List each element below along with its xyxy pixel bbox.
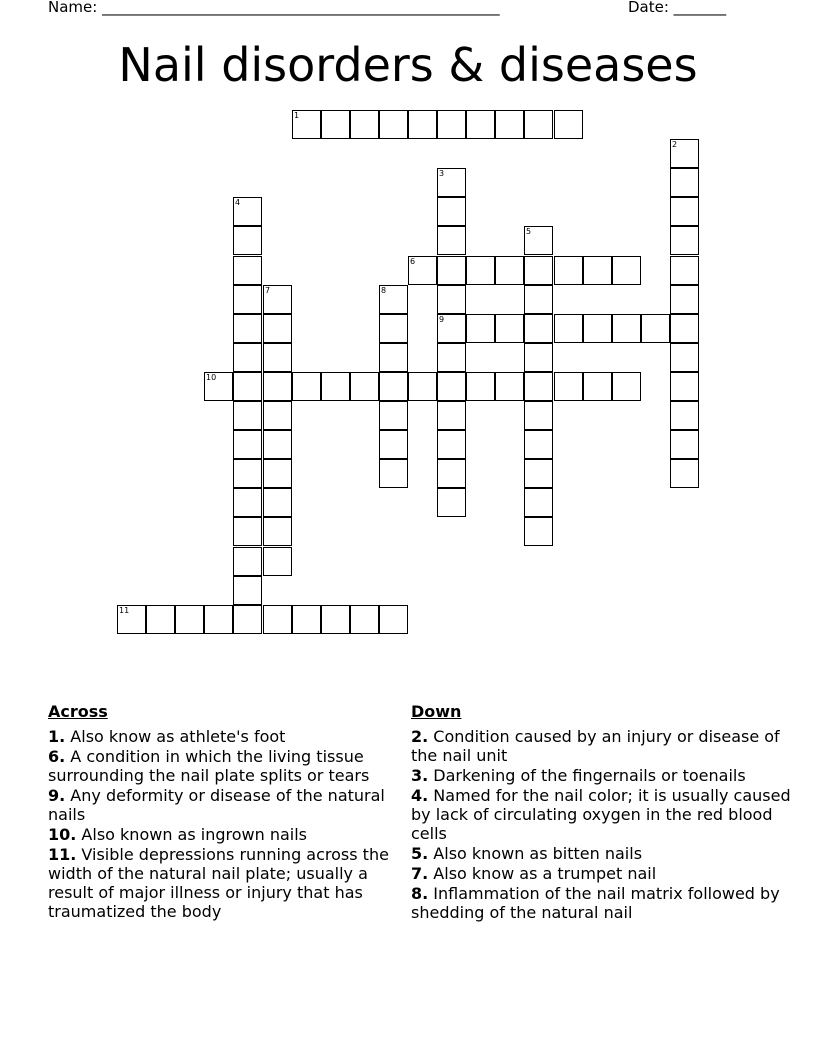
clue-text: Also know as a trumpet nail [428,864,657,883]
grid-cell[interactable] [670,430,699,459]
grid-cell[interactable] [437,168,466,197]
down-clue [411,864,791,883]
clue-number: 3. [411,766,429,785]
grid-cell[interactable] [524,517,553,546]
grid-cell[interactable] [263,401,292,430]
grid-cell[interactable] [292,110,321,139]
grid-cell[interactable] [175,605,204,634]
grid-cell[interactable] [263,605,292,634]
down-clue [411,727,791,765]
grid-cell[interactable] [321,605,350,634]
clue-number: 9 [439,315,445,324]
grid-cell[interactable] [408,256,437,285]
grid-cell[interactable] [437,430,466,459]
grid-cell[interactable] [379,430,408,459]
grid-cell[interactable] [204,372,233,401]
grid-cell[interactable] [583,372,612,401]
clue-text: A condition in which the living tissue surrounding the nail plate splits or tears [48,747,370,785]
grid-cell[interactable] [263,430,292,459]
grid-cell[interactable] [670,168,699,197]
grid-cell[interactable] [670,226,699,255]
grid-cell[interactable] [146,605,175,634]
grid-cell[interactable] [554,256,583,285]
grid-cell[interactable] [524,226,553,255]
grid-cell[interactable] [437,401,466,430]
grid-cell[interactable] [233,256,262,285]
across-clues [48,702,398,922]
clue-number: 4. [411,786,429,805]
grid-cell[interactable] [233,605,262,634]
clue-number: 9. [48,786,66,805]
grid-cell[interactable] [233,401,262,430]
clue-text: Inflammation of the nail matrix followed by shedding of the natural nail [411,884,780,922]
across-clue [48,747,398,785]
clue-number: 4 [235,198,241,207]
down-clue [411,844,791,863]
across-clue-list [48,727,398,921]
name-field[interactable]: Name: _____________________________________________________ [48,0,500,16]
grid-cell[interactable] [524,110,553,139]
grid-cell[interactable] [233,576,262,605]
clue-number: 7. [411,864,429,883]
grid-cell[interactable] [554,372,583,401]
clue-text: Also known as ingrown nails [76,825,308,844]
grid-cell[interactable] [350,110,379,139]
grid-cell[interactable] [524,401,553,430]
grid-cell[interactable] [612,372,641,401]
down-clue [411,766,791,785]
grid-cell[interactable] [379,343,408,372]
grid-cell[interactable] [263,285,292,314]
grid-cell[interactable] [379,314,408,343]
grid-cell[interactable] [233,314,262,343]
down-clue [411,884,791,922]
clue-text: Visible depressions running across the width of the natural nail plate; usually a result of major illness or injury that has traumatized the body [48,845,389,921]
grid-cell[interactable] [263,343,292,372]
grid-cell[interactable] [263,547,292,576]
grid-cell[interactable] [204,605,233,634]
down-clues [411,702,791,923]
date-field[interactable]: Date: _______ [628,0,727,16]
grid-cell[interactable] [583,256,612,285]
grid-cell[interactable] [670,197,699,226]
grid-cell[interactable] [437,110,466,139]
grid-cell[interactable] [670,256,699,285]
grid-cell[interactable] [263,314,292,343]
clue-number: 5. [411,844,429,863]
grid-cell[interactable] [670,314,699,343]
grid-cell[interactable] [379,372,408,401]
across-clue [48,727,398,746]
across-clue [48,845,398,921]
clue-number: 8 [381,286,387,295]
grid-cell[interactable] [379,605,408,634]
grid-cell[interactable] [466,314,495,343]
grid-cell[interactable] [670,343,699,372]
grid-cell[interactable] [263,459,292,488]
clue-number: 2 [672,140,678,149]
clue-text: Condition caused by an injury or disease of the nail unit [411,727,780,765]
grid-cell[interactable] [641,314,670,343]
grid-cell[interactable] [292,372,321,401]
clue-text: Darkening of the fingernails or toenails [428,766,746,785]
grid-cell[interactable] [495,372,524,401]
grid-cell[interactable] [379,110,408,139]
down-heading: Down [411,702,462,721]
clue-number: 7 [265,286,271,295]
grid-cell[interactable] [437,459,466,488]
grid-cell[interactable] [524,488,553,517]
grid-cell[interactable] [437,256,466,285]
grid-cell[interactable] [670,139,699,168]
grid-cell[interactable] [670,401,699,430]
clue-text: Also known as bitten nails [428,844,643,863]
grid-cell[interactable] [466,110,495,139]
grid-cell[interactable] [437,314,466,343]
grid-cell[interactable] [524,459,553,488]
clue-text: Any deformity or disease of the natural nails [48,786,385,824]
clue-text: Also know as athlete's foot [65,727,286,746]
grid-cell[interactable] [408,372,437,401]
clue-text: Named for the nail color; it is usually caused by lack of circulating oxygen in the red blood cells [411,786,791,843]
grid-cell[interactable] [437,285,466,314]
grid-cell[interactable] [612,314,641,343]
grid-cell[interactable] [321,110,350,139]
grid-cell[interactable] [524,285,553,314]
page-title: Nail disorders & diseases [118,38,698,92]
grid-cell[interactable] [263,488,292,517]
clue-number: 11. [48,845,77,864]
grid-cell[interactable] [670,372,699,401]
clue-number: 2. [411,727,429,746]
grid-cell[interactable] [233,459,262,488]
grid-cell[interactable] [350,372,379,401]
across-clue [48,786,398,824]
grid-cell[interactable] [524,372,553,401]
grid-cell[interactable] [233,488,262,517]
grid-cell[interactable] [437,226,466,255]
grid-cell[interactable] [292,605,321,634]
grid-cell[interactable] [437,343,466,372]
across-clue [48,825,398,844]
grid-cell[interactable] [233,547,262,576]
grid-cell[interactable] [233,285,262,314]
clue-number: 6. [48,747,66,766]
grid-cell[interactable] [466,256,495,285]
clue-number: 5 [526,227,532,236]
grid-cell[interactable] [524,256,553,285]
grid-cell[interactable] [495,256,524,285]
grid-cell[interactable] [437,372,466,401]
grid-cell[interactable] [350,605,379,634]
grid-cell[interactable] [263,517,292,546]
across-heading: Across [48,702,108,721]
clue-number: 10. [48,825,77,844]
grid-cell[interactable] [263,372,292,401]
grid-cell[interactable] [233,430,262,459]
grid-cell[interactable] [670,285,699,314]
grid-cell[interactable] [379,459,408,488]
clue-number: 8. [411,884,429,903]
clue-number: 10 [206,373,217,382]
grid-cell[interactable] [524,343,553,372]
clue-number: 1. [48,727,66,746]
grid-cell[interactable] [524,314,553,343]
grid-cell[interactable] [379,401,408,430]
clue-number: 6 [410,257,416,266]
grid-cell[interactable] [117,605,146,634]
grid-cell[interactable] [495,110,524,139]
down-clue [411,786,791,843]
grid-cell[interactable] [670,459,699,488]
grid-cell[interactable] [233,226,262,255]
grid-cell[interactable] [379,285,408,314]
down-clue-list [411,727,791,922]
grid-cell[interactable] [321,372,350,401]
clue-number: 1 [294,111,300,120]
grid-cell[interactable] [495,314,524,343]
grid-cell[interactable] [554,314,583,343]
grid-cell[interactable] [233,343,262,372]
grid-cell[interactable] [466,372,495,401]
grid-cell[interactable] [612,256,641,285]
grid-cell[interactable] [583,314,612,343]
clue-number: 11 [119,606,130,615]
grid-cell[interactable] [408,110,437,139]
grid-cell[interactable] [437,197,466,226]
clue-number: 3 [439,169,445,178]
grid-cell[interactable] [233,197,262,226]
grid-cell[interactable] [437,488,466,517]
grid-cell[interactable] [233,372,262,401]
grid-cell[interactable] [524,430,553,459]
grid-cell[interactable] [233,517,262,546]
grid-cell[interactable] [554,110,583,139]
